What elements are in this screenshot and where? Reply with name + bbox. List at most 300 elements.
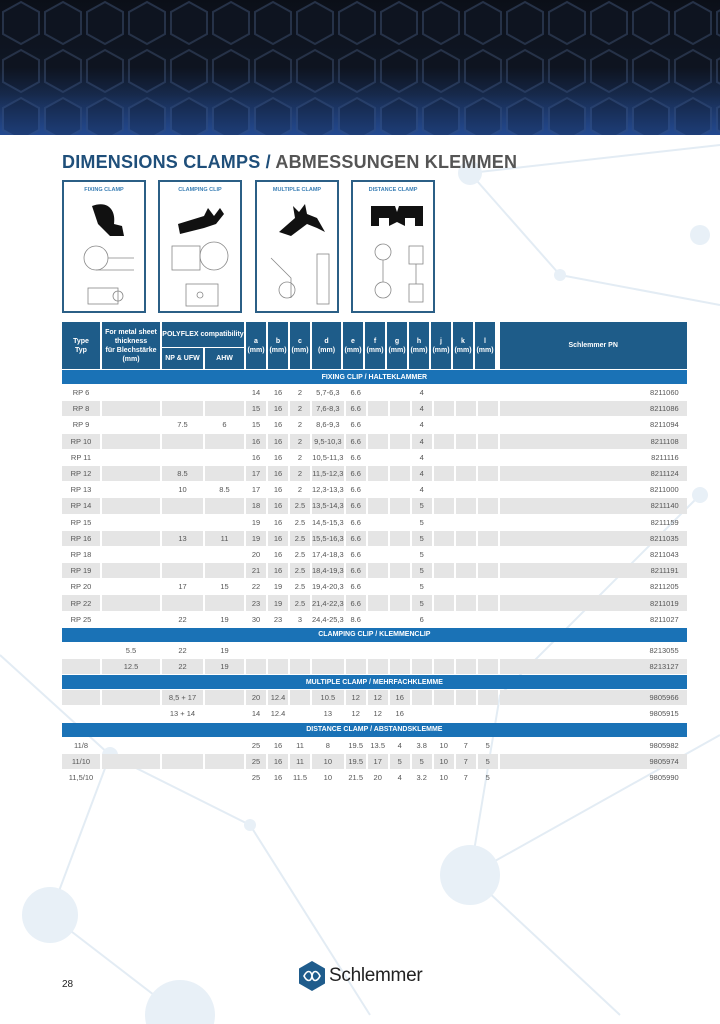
table-cell: 10	[439, 773, 448, 783]
schlemmer-hexagon-icon	[297, 960, 327, 992]
table-cell	[162, 738, 203, 753]
table-cell	[102, 690, 160, 705]
table-cell	[102, 770, 160, 785]
table-cell: 12	[373, 709, 382, 719]
clamping-clip-image	[164, 198, 240, 310]
table-cell: 10	[178, 485, 187, 495]
table-cell	[102, 466, 160, 481]
table-cell	[456, 498, 476, 513]
table-cell: 4	[397, 740, 402, 750]
table-cell	[205, 434, 244, 449]
table-cell: 22	[162, 659, 203, 674]
table-cell: 6.6	[350, 452, 361, 462]
table-cell: 6	[419, 614, 424, 624]
table-cell: 3	[297, 614, 303, 624]
table-cell: 16	[273, 420, 283, 430]
table-cell: 10	[439, 740, 448, 750]
table-cell	[434, 482, 454, 497]
table-body	[62, 370, 687, 785]
table-row	[62, 434, 687, 449]
table-cell: 2.5	[290, 595, 310, 610]
table-cell: 16	[273, 388, 283, 398]
table-cell: 4	[419, 420, 424, 430]
table-cell	[456, 401, 476, 416]
table-cell: 3.8	[416, 740, 427, 750]
header-dim-f: f (mm)	[365, 322, 385, 369]
page-title	[62, 152, 517, 173]
section-header	[62, 723, 687, 737]
table-cell: 16	[390, 690, 410, 705]
table-cell	[102, 579, 160, 594]
table-cell	[390, 401, 410, 416]
table-cell	[412, 659, 432, 674]
table-cell: 2	[297, 485, 303, 495]
table-cell: 6.6	[346, 434, 366, 449]
table-cell: 16	[268, 466, 288, 481]
header-dim-a: a (mm)	[246, 322, 266, 369]
table-cell	[390, 498, 410, 513]
header-np-ufw: NP & UFW	[162, 348, 203, 369]
table-cell: 13 + 14	[169, 709, 196, 719]
table-cell	[162, 401, 203, 416]
table-cell: 25	[246, 754, 266, 769]
table-cell: 8211159	[650, 517, 679, 527]
table-cell	[390, 450, 410, 465]
table-cell	[478, 531, 498, 546]
table-cell: 8211060	[650, 388, 679, 398]
table-cell	[346, 643, 366, 658]
table-cell	[390, 563, 410, 578]
table-cell	[162, 434, 203, 449]
table-cell	[246, 643, 266, 658]
table-cell: 5	[390, 754, 410, 769]
product-label: MULTIPLE CLAMP	[272, 187, 322, 193]
table-cell: 5.5	[125, 645, 137, 655]
table-cell	[62, 690, 100, 705]
table-cell: 2.5	[294, 549, 306, 559]
table-cell	[102, 612, 160, 627]
table-cell: 8211086	[500, 401, 687, 416]
table-cell	[162, 385, 203, 400]
table-row	[62, 579, 687, 594]
table-cell: RP 16	[62, 531, 100, 546]
table-cell: 7	[463, 740, 468, 750]
table-cell: 16	[246, 434, 266, 449]
table-cell: RP 11	[70, 452, 92, 462]
table-cell	[456, 706, 476, 721]
table-cell: 19.5	[348, 740, 363, 750]
table-cell	[346, 659, 366, 674]
table-row	[62, 770, 687, 785]
table-cell: 7.5	[177, 420, 188, 430]
table-cell: 6.6	[346, 531, 366, 546]
table-cell: 7	[456, 754, 476, 769]
table-cell	[390, 531, 410, 546]
header-dim-g: g (mm)	[387, 322, 407, 369]
table-cell: 10	[434, 754, 454, 769]
table-cell: 5	[412, 595, 432, 610]
table-cell: 17	[368, 754, 388, 769]
table-cell: 19	[205, 659, 244, 674]
section-header	[62, 628, 687, 642]
table-cell: 6.6	[346, 401, 366, 416]
table-cell	[456, 466, 476, 481]
table-cell: 17,4-18,3	[312, 549, 344, 559]
table-cell	[434, 579, 454, 594]
table-cell: 8	[325, 740, 330, 750]
table-cell: 8211019	[500, 595, 687, 610]
table-cell: 2.5	[294, 582, 306, 592]
table-cell: 4	[397, 773, 402, 783]
table-cell	[162, 515, 203, 530]
product-card-fixing-clamp	[62, 180, 146, 313]
table-row	[62, 450, 687, 465]
section-title: FIXING CLIP / HALTEKLAMMER	[62, 370, 687, 384]
table-cell: 19	[268, 595, 288, 610]
table-cell: 4	[419, 452, 424, 462]
table-cell: 8211140	[500, 498, 687, 513]
table-row	[62, 401, 687, 416]
table-cell: 8211000	[650, 485, 679, 495]
table-cell: 2.5	[290, 563, 310, 578]
table-cell: 5	[478, 754, 498, 769]
table-cell: 21.5	[348, 773, 363, 783]
table-cell: 5	[485, 740, 490, 750]
table-cell: 4	[419, 388, 424, 398]
table-cell	[478, 385, 498, 400]
table-cell	[102, 401, 160, 416]
product-card-clamping-clip	[158, 180, 242, 313]
table-cell: 19	[251, 517, 261, 527]
table-cell: 4	[412, 466, 432, 481]
table-cell	[478, 482, 498, 497]
table-cell	[478, 547, 498, 562]
table-cell: 11	[205, 531, 244, 546]
table-cell	[368, 385, 388, 400]
product-card-multiple-clamp	[255, 180, 339, 313]
table-cell	[102, 547, 160, 562]
table-cell	[205, 547, 244, 562]
table-cell: 10	[323, 773, 333, 783]
table-cell: 9805982	[649, 740, 679, 750]
table-cell	[246, 659, 266, 674]
table-cell	[390, 659, 410, 674]
table-cell	[456, 579, 476, 594]
table-cell: 2.5	[290, 498, 310, 513]
dimensions-table	[60, 321, 689, 786]
table-cell	[434, 706, 454, 721]
table-cell	[102, 385, 160, 400]
table-cell: 7,6-8,3	[312, 401, 344, 416]
table-cell: 16	[273, 773, 283, 783]
table-cell	[456, 434, 476, 449]
table-cell: 16	[273, 549, 283, 559]
header-dim-k: k (mm)	[453, 322, 473, 369]
table-cell	[434, 612, 454, 627]
table-cell: 8211124	[500, 466, 687, 481]
table-cell: 6.6	[346, 466, 366, 481]
table-cell	[102, 563, 160, 578]
table-cell	[102, 417, 160, 432]
table-cell: 19,4-20,3	[312, 582, 344, 592]
table-cell	[368, 547, 388, 562]
table-cell: 11,5/10	[68, 773, 94, 783]
table-cell: 30	[251, 614, 261, 624]
table-cell	[205, 770, 244, 785]
table-cell	[205, 690, 244, 705]
header-dim-h: h (mm)	[409, 322, 429, 369]
table-cell: 6.6	[350, 517, 361, 527]
table-cell	[368, 417, 388, 432]
table-cell: 8211027	[650, 614, 679, 624]
table-cell	[102, 450, 160, 465]
table-cell: RP 8	[62, 401, 100, 416]
table-cell: 18	[246, 498, 266, 513]
table-cell: 16	[273, 452, 283, 462]
table-cell: 16	[273, 485, 283, 495]
table-cell	[102, 498, 160, 513]
table-row	[62, 498, 687, 513]
table-cell	[456, 690, 476, 705]
table-cell: 12	[351, 709, 360, 719]
table-cell: 25	[251, 773, 261, 783]
table-cell: 5	[412, 563, 432, 578]
table-cell: 19	[220, 645, 229, 655]
table-cell	[456, 595, 476, 610]
table-cell: 22	[251, 582, 261, 592]
table-cell	[102, 515, 160, 530]
table-cell: 16	[268, 434, 288, 449]
title-english: DIMENSIONS CLAMPS /	[62, 152, 271, 172]
table-cell: 8211043	[650, 549, 679, 559]
logo-text: Schlemmer	[329, 965, 423, 986]
table-cell: 15	[251, 420, 261, 430]
table-cell: 22	[178, 645, 187, 655]
table-cell: 23	[246, 595, 266, 610]
table-cell	[478, 515, 498, 530]
table-cell	[434, 531, 454, 546]
table-cell: RP 10	[62, 434, 100, 449]
header-dim-j: j (mm)	[431, 322, 451, 369]
table-cell: RP 25	[70, 614, 92, 624]
table-cell: 9805990	[649, 773, 679, 783]
table-cell: 21,4-22,3	[312, 595, 344, 610]
table-cell: 8,5 + 17	[162, 690, 203, 705]
table-cell	[390, 612, 410, 627]
table-cell	[312, 643, 344, 658]
table-cell: 6.6	[350, 388, 361, 398]
table-cell: 12.4	[270, 709, 286, 719]
table-cell: 10	[312, 754, 344, 769]
table-cell	[390, 579, 410, 594]
table-row	[62, 595, 687, 610]
table-cell	[368, 659, 388, 674]
table-cell: 15	[246, 401, 266, 416]
table-cell	[434, 417, 454, 432]
table-header	[62, 322, 687, 369]
table-cell: 6	[222, 420, 227, 430]
table-cell	[434, 515, 454, 530]
table-cell	[290, 690, 310, 705]
table-cell	[390, 482, 410, 497]
table-cell	[102, 738, 160, 753]
table-cell: 11/10	[62, 754, 100, 769]
table-cell	[205, 385, 244, 400]
fixing-clamp-image	[68, 198, 144, 310]
table-cell	[412, 706, 432, 721]
table-cell	[478, 579, 498, 594]
table-row	[62, 690, 687, 705]
table-cell	[456, 643, 476, 658]
header-dim-d: d (mm)	[312, 322, 341, 369]
header-ahw: AHW	[205, 348, 244, 369]
table-cell	[478, 417, 498, 432]
table-cell	[478, 466, 498, 481]
table-cell: RP 14	[62, 498, 100, 513]
table-cell: 12.4	[268, 690, 288, 705]
product-label: FIXING CLAMP	[84, 187, 124, 193]
table-row	[62, 385, 687, 400]
table-cell	[478, 595, 498, 610]
table-cell: 19.5	[346, 754, 366, 769]
table-cell: 20	[246, 690, 266, 705]
table-cell	[205, 563, 244, 578]
table-cell	[456, 612, 476, 627]
table-cell: RP 18	[70, 549, 92, 559]
table-cell: 5	[412, 531, 432, 546]
table-cell	[478, 690, 498, 705]
table-cell: 5,7-6,3	[316, 388, 340, 398]
table-cell	[478, 659, 498, 674]
table-cell: 6.6	[350, 420, 361, 430]
table-cell: 4	[419, 485, 424, 495]
table-cell	[205, 515, 244, 530]
table-cell	[205, 754, 244, 769]
table-cell	[205, 595, 244, 610]
table-cell	[390, 643, 410, 658]
table-row	[62, 754, 687, 769]
table-cell	[456, 515, 476, 530]
table-cell	[62, 659, 100, 674]
table-cell	[102, 482, 160, 497]
table-cell: RP 19	[62, 563, 100, 578]
table-cell: 6.6	[350, 582, 361, 592]
table-cell: 8211094	[650, 420, 679, 430]
table-cell: 16	[273, 740, 283, 750]
table-cell	[368, 579, 388, 594]
table-cell: 16	[268, 563, 288, 578]
table-cell	[390, 385, 410, 400]
table-cell: 10.5	[312, 690, 344, 705]
table-cell	[162, 770, 203, 785]
table-cell: 12	[346, 690, 366, 705]
table-cell: 11.5	[292, 773, 308, 783]
table-cell	[162, 498, 203, 513]
table-cell: 14	[251, 709, 261, 719]
table-cell: 16	[268, 754, 288, 769]
table-cell: 9805974	[500, 754, 687, 769]
table-cell	[290, 643, 310, 658]
table-cell	[434, 434, 454, 449]
table-cell: 5	[419, 517, 424, 527]
table-cell	[205, 450, 244, 465]
table-cell	[434, 547, 454, 562]
table-row	[62, 563, 687, 578]
table-cell: 17	[246, 466, 266, 481]
table-cell	[102, 754, 160, 769]
table-cell	[456, 531, 476, 546]
table-cell	[434, 401, 454, 416]
table-cell	[390, 547, 410, 562]
table-cell	[434, 690, 454, 705]
table-cell	[478, 706, 498, 721]
header-sheet-thickness: For metal sheet thickness für Blechstärke (mm)	[102, 322, 160, 369]
table-row	[62, 482, 687, 497]
table-cell: 13.5	[370, 740, 385, 750]
table-cell: RP 15	[70, 517, 92, 527]
section-header	[62, 675, 687, 689]
table-cell	[478, 434, 498, 449]
table-cell	[434, 659, 454, 674]
table-cell	[102, 706, 160, 721]
header-dim-l: l (mm)	[475, 322, 495, 369]
table-cell	[268, 643, 288, 658]
table-cell	[102, 531, 160, 546]
table-cell: 5	[412, 754, 432, 769]
table-cell: 8213127	[500, 659, 687, 674]
table-cell	[368, 450, 388, 465]
table-cell: 11,5-12,3	[312, 466, 344, 481]
table-cell: RP 9	[72, 420, 90, 430]
product-label: CLAMPING CLIP	[178, 187, 222, 193]
table-cell: 9805915	[649, 709, 679, 719]
header-polyflex: POLYFLEX compatibility	[162, 322, 244, 347]
table-cell	[412, 643, 432, 658]
table-cell	[368, 595, 388, 610]
table-cell: 8211191	[500, 563, 687, 578]
table-cell: 9805966	[500, 690, 687, 705]
table-cell	[478, 643, 498, 658]
table-cell	[368, 643, 388, 658]
table-cell: 8211116	[651, 452, 679, 462]
table-row	[62, 547, 687, 562]
header-dimensions	[246, 322, 498, 369]
header-type: Type Typ	[62, 322, 100, 369]
table-row	[62, 466, 687, 481]
table-cell: 16	[273, 517, 283, 527]
table-cell	[478, 612, 498, 627]
table-cell	[478, 498, 498, 513]
table-cell: 8211035	[500, 531, 687, 546]
table-cell	[162, 595, 203, 610]
table-cell	[456, 547, 476, 562]
table-cell	[390, 515, 410, 530]
table-cell: 16	[251, 452, 261, 462]
table-cell: 25	[251, 740, 261, 750]
table-cell: 10,5-11,3	[312, 452, 344, 462]
table-cell	[434, 450, 454, 465]
table-cell: 8.5	[219, 485, 230, 495]
table-cell	[434, 563, 454, 578]
table-cell: 16	[268, 401, 288, 416]
table-cell: 17	[178, 582, 187, 592]
table-cell: RP 20	[70, 582, 92, 592]
table-cell	[62, 643, 100, 658]
table-cell: 13	[162, 531, 203, 546]
table-cell: 6.6	[350, 485, 361, 495]
table-cell	[290, 706, 310, 721]
table-cell	[268, 659, 288, 674]
